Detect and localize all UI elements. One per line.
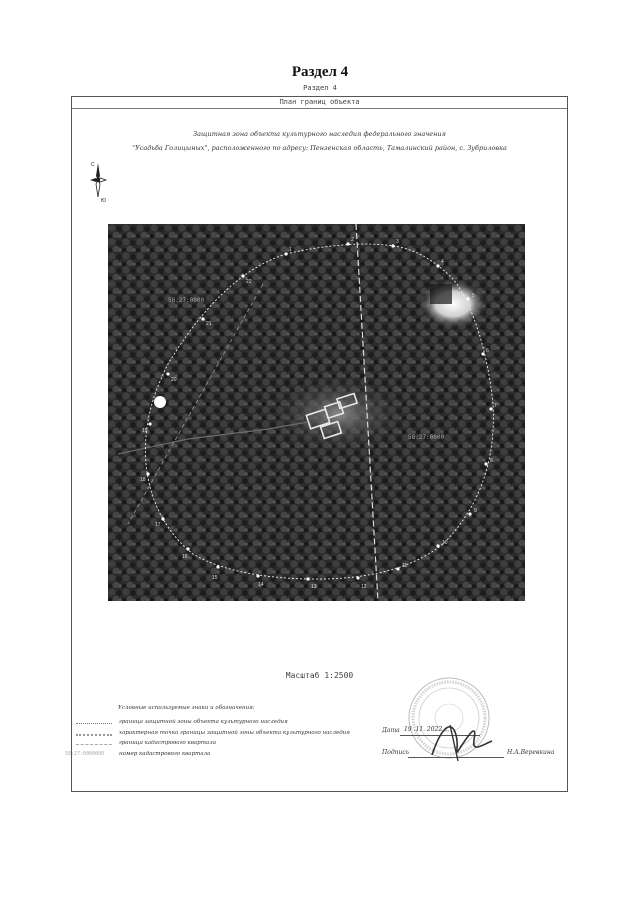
point-label: 7 xyxy=(494,403,497,409)
point-label: 17 xyxy=(155,522,161,528)
section-subtitle: Раздел 4 xyxy=(303,84,337,92)
object-description-line1: Защитная зона объекта культурного наследия федерального значения xyxy=(193,130,446,138)
legend-symbol-dotted xyxy=(76,723,112,724)
legend-item-zone-boundary xyxy=(72,719,372,728)
point-label: 19 xyxy=(142,428,148,434)
aerial-map xyxy=(108,224,525,601)
frame-header: План границ объекта xyxy=(72,97,567,109)
point-label: 12 xyxy=(361,584,367,590)
compass-north-label: С xyxy=(91,162,95,168)
plan-frame xyxy=(65,96,568,792)
point-label: 18 xyxy=(140,477,146,483)
point-label: 11 xyxy=(402,563,408,569)
point-label: 16 xyxy=(182,554,188,560)
legend-text: граница кадастрового квартала xyxy=(119,740,216,746)
date-value: 19 .11. 2022 г. xyxy=(404,726,450,733)
point-label: 9 xyxy=(474,508,477,514)
point-label: 2 xyxy=(351,237,354,243)
point-label: 13 xyxy=(311,584,317,590)
quarter-label-right: 58:27:0000 xyxy=(408,434,445,441)
point-label: 21 xyxy=(206,321,212,327)
scale-text: Масштаб 1:2500 xyxy=(285,671,354,680)
estate-clearing xyxy=(268,374,408,454)
legend-item-quarter-boundary xyxy=(72,740,372,749)
legend-title: Условные используемые знаки и обозначения: xyxy=(118,705,255,711)
point-label: 3 xyxy=(396,239,399,245)
legend-item-quarter-number xyxy=(65,751,372,760)
point-label: 5 xyxy=(472,293,475,299)
point-label: 4 xyxy=(441,259,444,265)
legend-text: номер кадастрового квартала xyxy=(119,751,211,757)
point-label: 20 xyxy=(171,377,177,383)
legend-symbol-dashed xyxy=(76,744,112,745)
point-label: 15 xyxy=(212,575,218,581)
compass-south-label: Ю xyxy=(101,198,107,203)
handwritten-signature xyxy=(422,715,502,765)
legend-text: характерная точка границы защитной зоны объекта культурного наследия xyxy=(119,730,350,736)
date-label: Дата xyxy=(382,727,400,734)
point-label: 6 xyxy=(486,348,489,354)
legend-symbol-dots xyxy=(76,734,112,736)
point-label: 14 xyxy=(258,582,264,588)
point-label: 10 xyxy=(442,540,448,546)
point-label: 22 xyxy=(246,279,252,285)
signature-label: Подпись xyxy=(382,749,410,756)
signer-name: Н.А.Веревкина xyxy=(507,749,555,756)
compass-rose-icon xyxy=(88,159,108,203)
map-canvas xyxy=(108,224,525,601)
bright-building xyxy=(418,279,488,329)
section-title: Раздел 4 xyxy=(291,64,349,80)
legend-item-boundary-point xyxy=(72,730,372,739)
point-label: 1 xyxy=(289,247,292,253)
signature-block xyxy=(382,717,555,777)
quarter-label-left: 58:27:0000 xyxy=(168,297,205,304)
legend-text: граница защитной зоны объекта культурного наследия xyxy=(119,719,288,725)
object-description-line2: "Усадьба Голицыных", расположенного по адресу: Пензенская область, Тамалинский район, с. Зубриловка xyxy=(132,144,507,152)
legend-symbol-label: 58:27:0000000 xyxy=(65,751,105,757)
point-label: 8 xyxy=(490,458,493,464)
